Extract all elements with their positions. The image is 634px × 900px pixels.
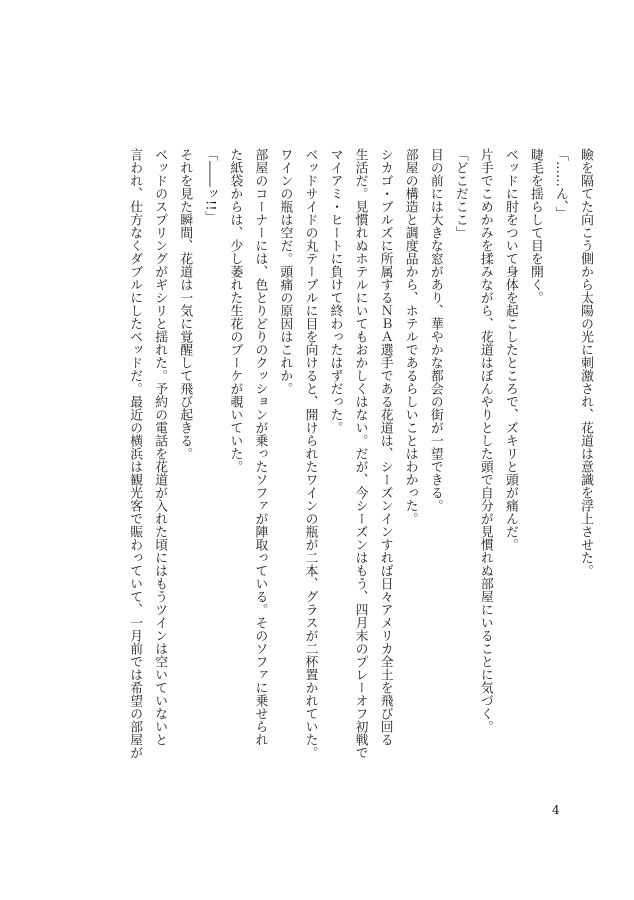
- vertical-text-block: [38, 148, 598, 784]
- text-line: 「――ッ!!」: [202, 148, 218, 224]
- text-line: 目の前には大きな窓があり、華やかな都会の街が一望できる。: [427, 148, 443, 512]
- text-line: 「……ん、」: [552, 148, 568, 220]
- text-line: ベッドのスプリングがギシリと揺れた。予約の電話を花道が入れた頃にはもうツインは空いていないと: [152, 148, 168, 746]
- text-line: ベッドに肘をついて身体を起こしたところで、ズキリと頭が痛んだ。: [502, 148, 518, 551]
- text-line: 睫毛を揺らして目を開く。: [527, 148, 543, 304]
- text-line: シカゴ・ブルズに所属するＮＢＡ選手である花道は、シーズンインすれば日々アメリカ全土を飛び回る: [377, 148, 393, 746]
- text-line: それを見た瞬間、花道は一気に覚醒して飛び起きる。: [177, 148, 193, 460]
- text-line: 部屋のコーナーには、色とりどりのクッションが乗ったソファが陣取っている。そのソファに乗せられ: [252, 148, 268, 746]
- text-line: た紙袋からは、少し萎れた生花のブーケが覗いていた。: [227, 148, 243, 473]
- text-line: マイアミ・ヒートに負けて終わったはずだった。: [327, 148, 343, 434]
- text-line: 言われ、仕方なくダブルにしたベッドだ。最近の横浜は観光客で賑わっていて、一月前では希望の部屋が: [127, 148, 143, 759]
- text-line: 「どこだここ」: [452, 148, 468, 239]
- text-line: ワインの瓶は空だ。頭痛の原因はこれか。: [277, 148, 293, 395]
- text-line: 部屋の構造と調度品から、ホテルであるらしいことはわかった。: [402, 148, 418, 525]
- text-line: 片手でこめかみを揉みながら、花道はぼんやりとした頭で自分が見慣れぬ部屋にいることに気づく。: [477, 148, 493, 733]
- text-line: 生活だ。見慣れぬホテルにいてもおかしくはない。だが、今シーズンはもう、四月末のプレーオフ初戦で: [352, 148, 368, 759]
- text-line: ベッドサイドの丸テーブルに目を向けると、開けられたワインの瓶が二本、グラスが二杯置かれていた。: [302, 148, 318, 759]
- text-line: 瞼を隔てた向こう側から太陽の光に刺激され、花道は意識を浮上させた。: [578, 148, 593, 577]
- page-number: 4: [552, 803, 560, 817]
